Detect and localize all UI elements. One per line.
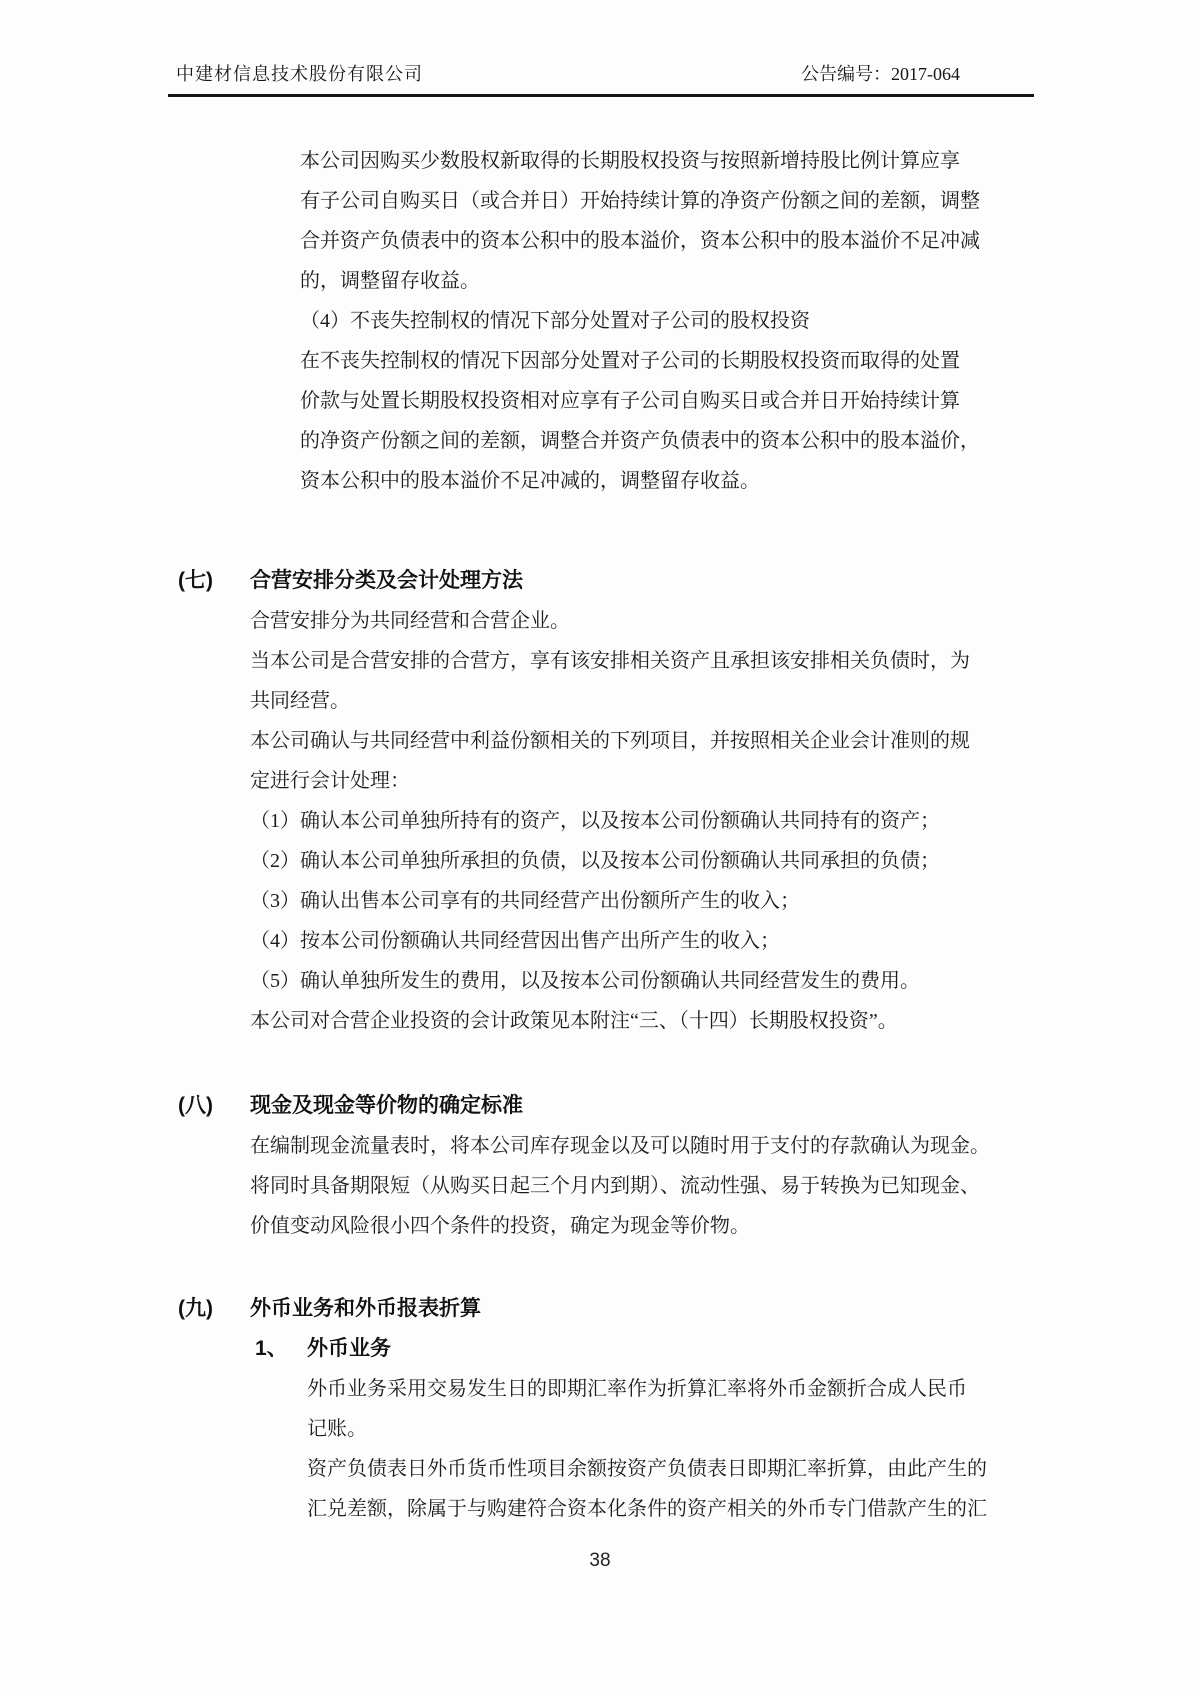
subsection-number: 1、: [255, 1337, 288, 1360]
page-number: 38: [589, 1550, 611, 1571]
text-line: （5）确认单独所发生的费用，以及按本公司份额确认共同经营发生的费用。: [250, 970, 920, 992]
section-9-label: (九): [178, 1297, 213, 1320]
section-8-heading: [178, 1086, 1038, 1126]
text-line: 将同时具备期限短（从购买日起三个月内到期）、流动性强、易于转换为已知现金、: [250, 1175, 980, 1197]
text-line: 资产负债表日外币货币性项目余额按资产负债表日即期汇率折算，由此产生的: [307, 1458, 987, 1480]
text-line: 的，调整留存收益。: [300, 270, 480, 292]
text-line: 本公司确认与共同经营中利益份额相关的下列项目，并按照相关企业会计准则的规: [250, 730, 970, 752]
section-8-body: [250, 1126, 1038, 1246]
section-9-subheading: [255, 1329, 1038, 1369]
section-8-title: 现金及现金等价物的确定标准: [250, 1094, 523, 1117]
text-line: 共同经营。: [250, 690, 350, 712]
text-line: （4）不丧失控制权的情况下部分处置对子公司的股权投资: [300, 310, 810, 332]
section-9-body: [307, 1369, 1038, 1529]
section-8-label: (八): [178, 1094, 213, 1117]
header-divider: [168, 94, 1034, 97]
section-9-title: 外币业务和外币报表折算: [250, 1297, 481, 1320]
section-9: [178, 1289, 1038, 1529]
section-8: [178, 1086, 1038, 1246]
text-line: 在不丧失控制权的情况下因部分处置对子公司的长期股权投资而取得的处置: [300, 350, 960, 372]
text-line: （1）确认本公司单独所持有的资产，以及按本公司份额确认共同持有的资产；: [250, 810, 940, 832]
text-line: 价款与处置长期股权投资相对应享有子公司自购买日或合并日开始持续计算: [300, 390, 960, 412]
text-line: 本公司对合营企业投资的会计政策见本附注“三、（十四）长期股权投资”。: [250, 1010, 898, 1032]
section-7-title: 合营安排分类及会计处理方法: [250, 569, 523, 592]
header-company-name: 中建材信息技术股份有限公司: [176, 64, 423, 84]
section-7-body: [250, 601, 1038, 1041]
text-line: 本公司因购买少数股权新取得的长期股权投资与按照新增持股比例计算应享: [300, 150, 960, 172]
text-line: 在编制现金流量表时，将本公司库存现金以及可以随时用于支付的存款确认为现金。: [250, 1135, 990, 1157]
section-7-heading: [178, 561, 1038, 601]
text-line: 定进行会计处理：: [250, 770, 410, 792]
text-line: 外币业务采用交易发生日的即期汇率作为折算汇率将外币金额折合成人民币: [307, 1378, 967, 1400]
section-7-label: (七): [178, 569, 213, 592]
text-line: 价值变动风险很小四个条件的投资，确定为现金等价物。: [250, 1215, 750, 1237]
text-line: 合营安排分为共同经营和合营企业。: [250, 610, 570, 632]
text-line: （4）按本公司份额确认共同经营因出售产出所产生的收入；: [250, 930, 780, 952]
text-line: 资本公积中的股本溢价不足冲减的，调整留存收益。: [300, 470, 760, 492]
text-line: 汇兑差额，除属于与购建符合资本化条件的资产相关的外币专门借款产生的汇: [307, 1498, 987, 1520]
header-notice-number: 公告编号：2017-064: [801, 64, 960, 84]
section-7: [178, 561, 1038, 1041]
text-line: 合并资产负债表中的资本公积中的股本溢价，资本公积中的股本溢价不足冲减: [300, 230, 980, 252]
text-line: 当本公司是合营安排的合营方，享有该安排相关资产且承担该安排相关负债时，为: [250, 650, 970, 672]
intro-paragraph-block: [300, 141, 980, 501]
text-line: （2）确认本公司单独所承担的负债，以及按本公司份额确认共同承担的负债；: [250, 850, 940, 872]
subsection-title: 外币业务: [307, 1337, 391, 1360]
text-line: 有子公司自购买日（或合并日）开始持续计算的净资产份额之间的差额，调整: [300, 190, 980, 212]
text-line: 记账。: [307, 1418, 367, 1440]
text-line: 的净资产份额之间的差额，调整合并资产负债表中的资本公积中的股本溢价，: [300, 430, 980, 452]
text-line: （3）确认出售本公司享有的共同经营产出份额所产生的收入；: [250, 890, 800, 912]
section-9-heading: [178, 1289, 1038, 1329]
